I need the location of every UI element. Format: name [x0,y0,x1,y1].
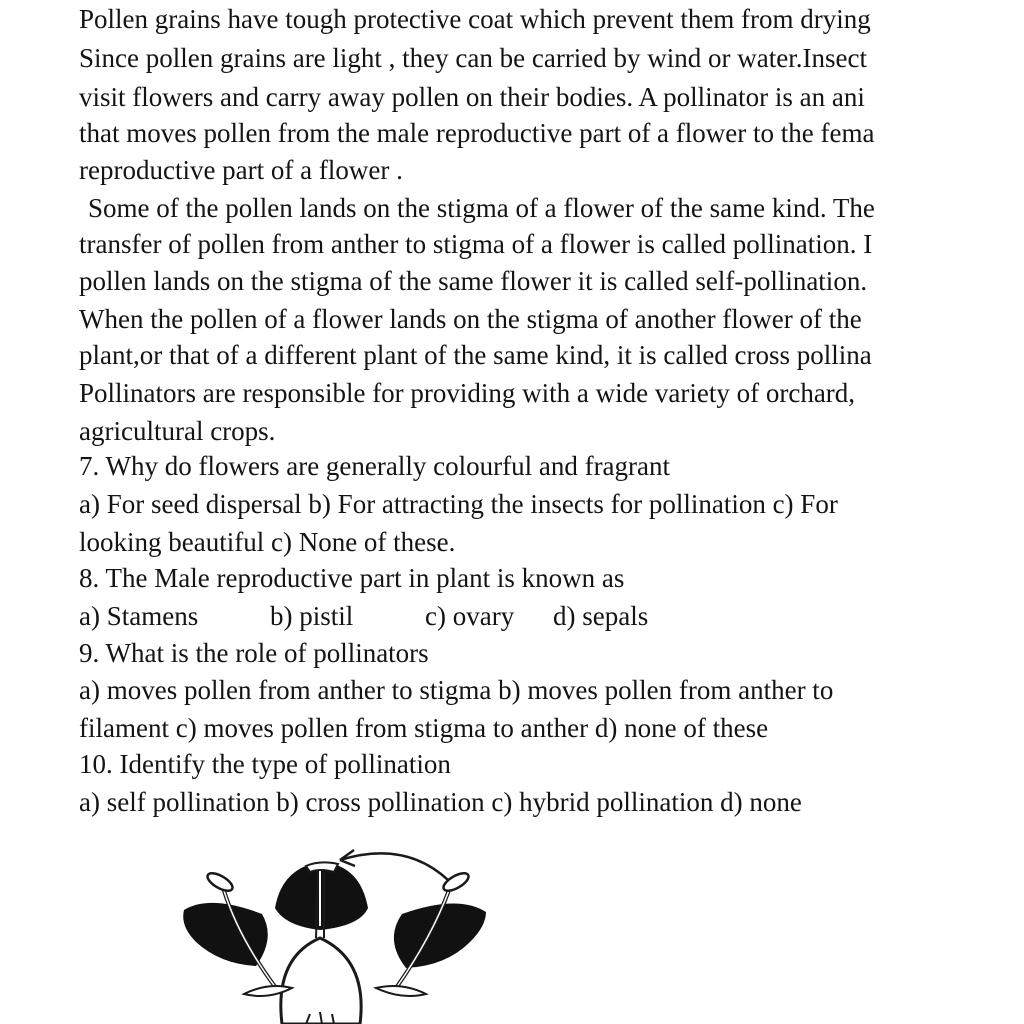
paragraph-line: reproductive part of a flower . [79,155,403,185]
right-anther [441,870,471,894]
option-line: looking beautiful c) None of these. [79,527,456,557]
option-d: d) sepals [553,601,649,631]
paragraph-line: transfer of pollen from anther to stigma of a flower is called pollination. I [79,229,873,259]
question-text: 9. What is the role of pollinators [79,638,429,668]
question-text: 7. Why do flowers are generally colourful and fragrant [79,451,671,481]
flower-pollination-illustration [170,838,500,1024]
option-b: b) pistil [270,601,354,631]
option-line: a) self pollination b) cross pollination c) hybrid pollination d) none [79,787,802,817]
option-c: c) ovary [425,601,515,631]
paragraph-line: agricultural crops. [79,416,276,446]
paragraph-line: that moves pollen from the male reproductive part of a flower to the fema [79,118,875,148]
option-line: a) moves pollen from anther to stigma b) moves pollen from anther to [79,675,834,705]
paragraph-line: When the pollen of a flower lands on the stigma of another flower of the [79,304,862,334]
left-anther [205,870,235,894]
center-petal [275,862,368,930]
paragraph-line: pollen lands on the stigma of the same flower it is called self-pollination. [79,266,868,296]
stigma [306,862,338,872]
pollen-transfer-arrow [340,853,448,880]
paragraph-line: visit flowers and carry away pollen on their bodies. A pollinator is an ani [79,82,865,112]
paragraph-line: Pollen grains have tough protective coat which prevent them from drying [79,4,871,34]
right-sepal [376,986,426,996]
option-line: filament c) moves pollen from stigma to anther d) none of these [79,713,769,743]
option-a: a) Stamens [79,601,199,631]
paragraph-line: Pollinators are responsible for providing with a wide variety of orchard, [79,378,856,408]
paragraph-line: Some of the pollen lands on the stigma of a flower of the same kind. The [88,193,875,223]
option-line: a) For seed dispersal b) For attracting the insects for pollination c) For [79,489,838,519]
ovary [281,938,361,1024]
question-text: 8. The Male reproductive part in plant is known as [79,563,625,593]
question-text: 10. Identify the type of pollination [79,749,451,779]
paragraph-line: plant,or that of a different plant of the same kind, it is called cross pollina [79,340,872,370]
paragraph-line: Since pollen grains are light , they can be carried by wind or water.Insect [79,43,867,73]
